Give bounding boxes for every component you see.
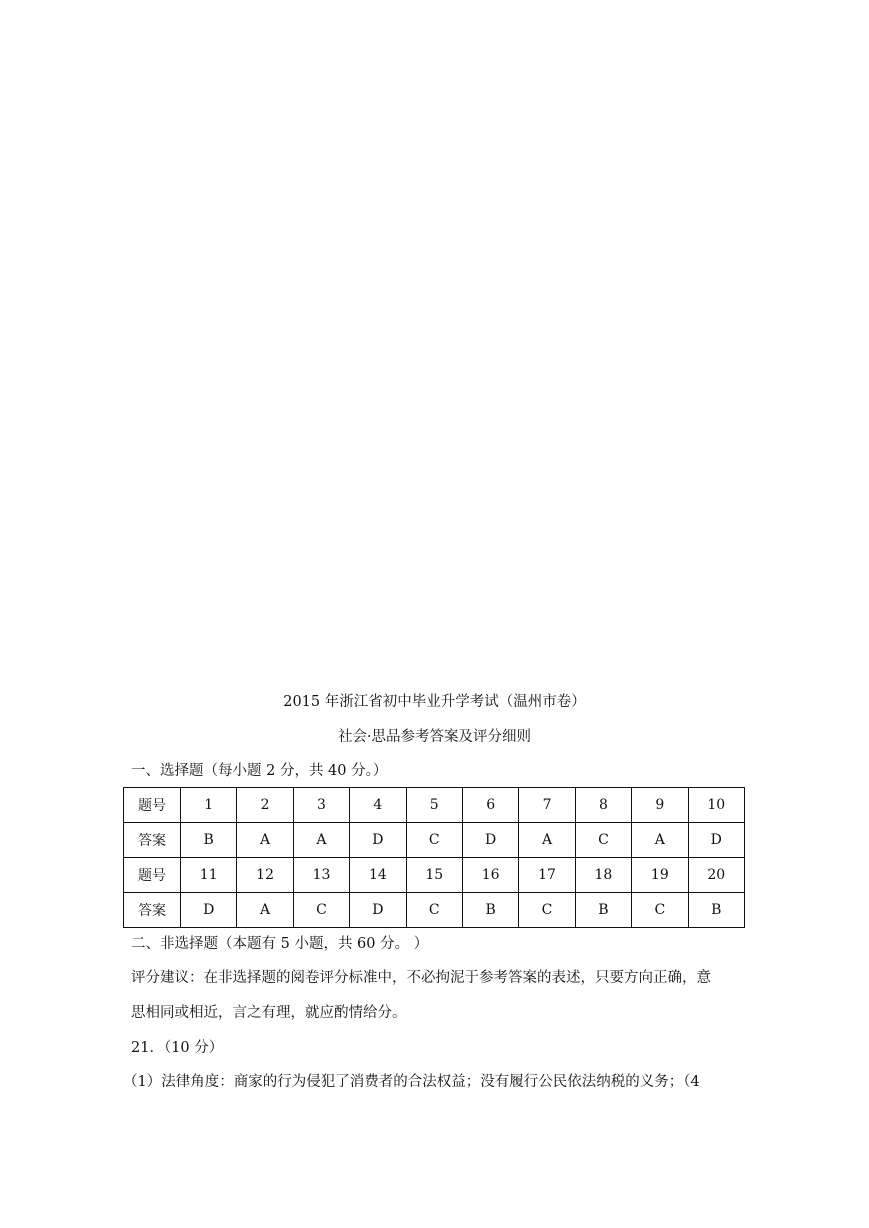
table-cell: C [406,893,462,928]
table-cell: 15 [406,858,462,893]
table-row [124,858,745,893]
table-cell: A [632,823,688,858]
table-cell: B [462,893,518,928]
table-cell: B [181,823,237,858]
table-cell: D [462,823,518,858]
table-cell: C [632,893,688,928]
document-title: 2015 年浙江省初中毕业升学考试（温州市卷） [283,694,586,710]
table-cell: B [575,893,631,928]
table-cell: 6 [462,788,518,823]
table-cell: 13 [293,858,349,893]
table-cell: 7 [519,788,575,823]
section2-heading: 二、非选择题（本题有 5 小题，共 60 分。 ） [131,936,429,952]
table-cell: 1 [181,788,237,823]
table-cell: 12 [237,858,293,893]
row-label: 答案 [124,823,181,858]
table-cell: A [237,893,293,928]
table-cell: 18 [575,858,631,893]
table-cell: 2 [237,788,293,823]
table-cell: 16 [462,858,518,893]
row-label: 题号 [124,858,181,893]
section1-heading: 一、选择题（每小题 2 分，共 40 分。） [131,763,388,779]
table-row [124,893,745,928]
table-cell: B [688,893,744,928]
table-cell: 14 [350,858,406,893]
question-21-part1: （1）法律角度：商家的行为侵犯了消费者的合法权益；没有履行公民依法纳税的义务；（4 [123,1074,700,1090]
table-cell: 5 [406,788,462,823]
row-label: 答案 [124,893,181,928]
document-subtitle: 社会·思品参考答案及评分细则 [337,729,532,745]
table-row [124,823,745,858]
table-cell: 3 [293,788,349,823]
table-cell: A [237,823,293,858]
table-row [124,788,745,823]
table-cell: 19 [632,858,688,893]
grading-note-line1: 评分建议：在非选择题的阅卷评分标准中，不必拘泥于参考答案的表述，只要方向正确，意 [131,970,711,986]
table-cell: D [688,823,744,858]
table-cell: 4 [350,788,406,823]
table-cell: 11 [181,858,237,893]
table-cell: C [406,823,462,858]
table-cell: C [519,893,575,928]
table-cell: 10 [688,788,744,823]
table-cell: D [350,893,406,928]
table-cell: D [181,893,237,928]
answer-table [123,787,745,928]
table-cell: C [293,893,349,928]
row-label: 题号 [124,788,181,823]
table-cell: A [293,823,349,858]
table-cell: 17 [519,858,575,893]
table-cell: 8 [575,788,631,823]
table-cell: A [519,823,575,858]
grading-note-line2: 思相同或相近，言之有理，就应酌情给分。 [131,1005,407,1021]
table-cell: D [350,823,406,858]
table-cell: 9 [632,788,688,823]
table-cell: C [575,823,631,858]
table-cell: 20 [688,858,744,893]
question-21-heading: 21．（10 分） [131,1040,224,1056]
